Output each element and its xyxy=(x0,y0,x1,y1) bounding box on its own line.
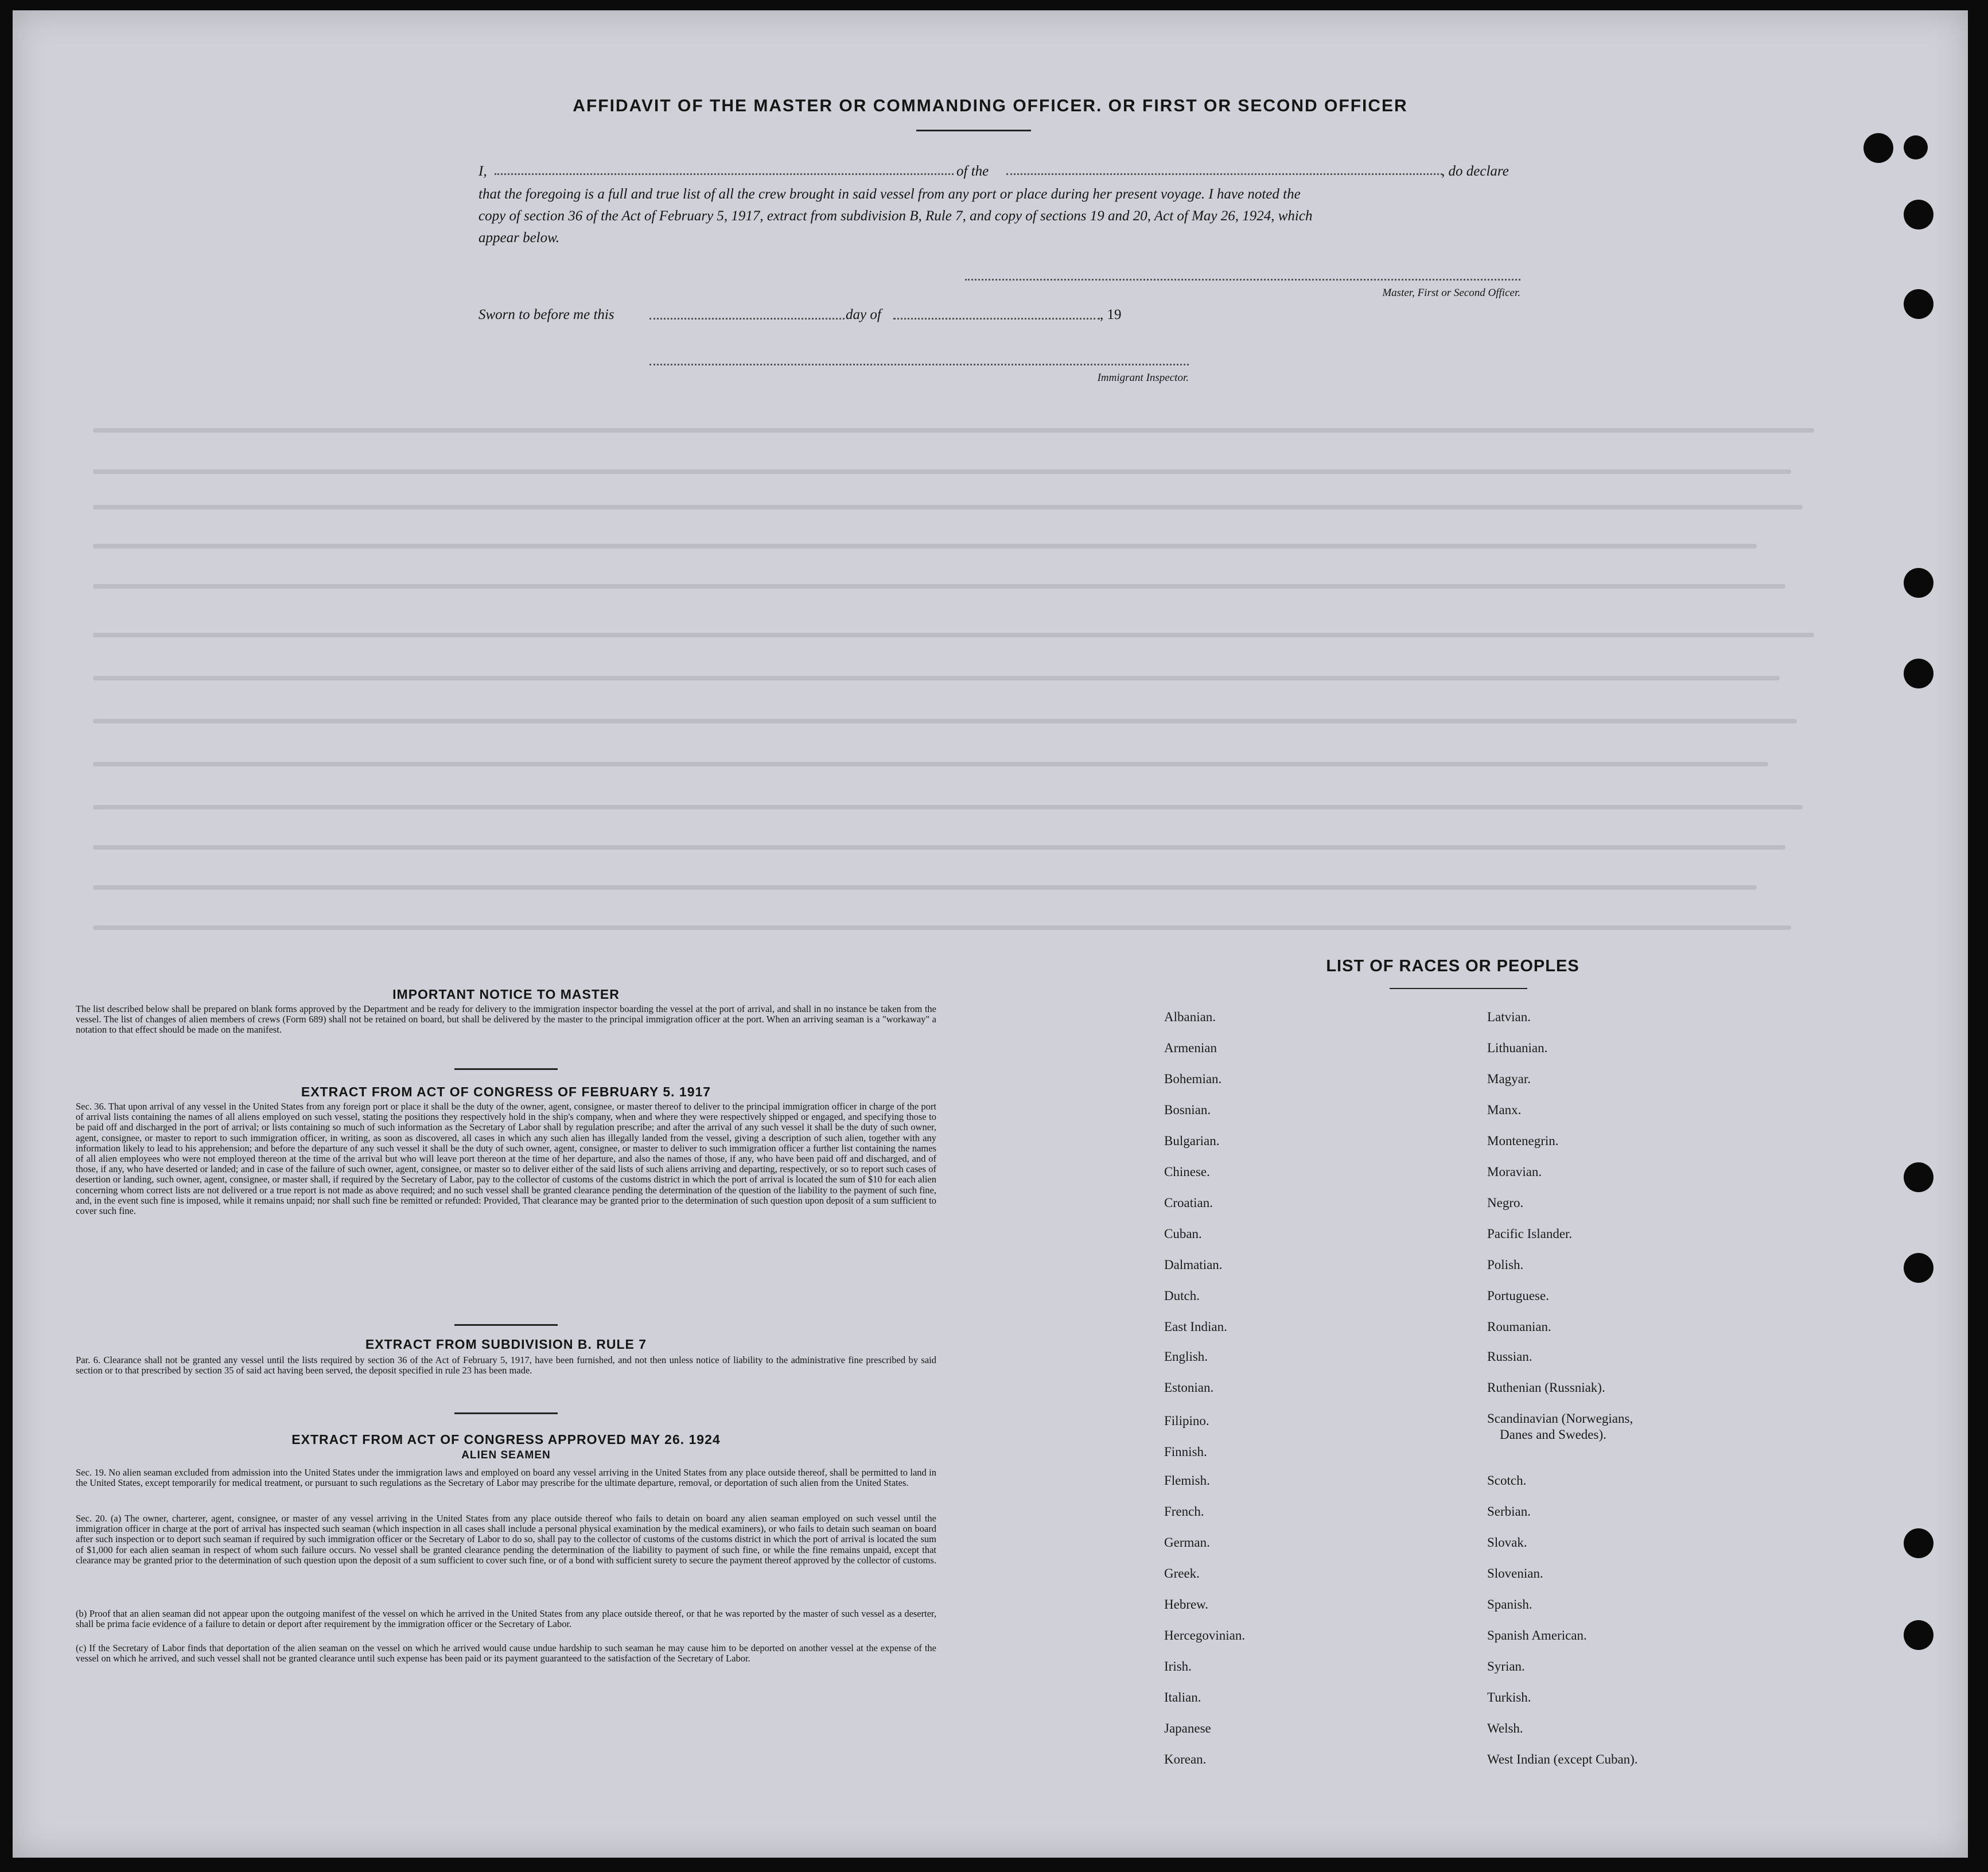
day-of-label: day of xyxy=(846,307,881,322)
extract-1917-title: EXTRACT FROM ACT OF CONGRESS OF FEBRUARY 5. 1917 xyxy=(301,1084,711,1099)
divider-1 xyxy=(454,1068,558,1070)
race-item: Russian. xyxy=(1487,1349,1532,1364)
inspector-signature-field[interactable] xyxy=(649,364,1189,365)
race-item: Polish. xyxy=(1487,1258,1524,1272)
vessel-name-field[interactable] xyxy=(1006,173,1442,175)
race-item: Syrian. xyxy=(1487,1659,1525,1673)
race-item: Slovenian. xyxy=(1487,1566,1543,1581)
notice-text: The list described below shall be prepared on blank forms approved by the Department and be ready for delivery to the immigration inspector boarding the vessel at the port of arrival, and shall in no instance be taken from the vessel. The list of changes of alien members of crews (Form 689) shall not be retained on board, but shall be delivered by the master to the principal immigration officer at the port. When an arriving seaman is a "workaway" a notation to that effect should be made on the manifest. xyxy=(76,1003,936,1036)
race-item: Moravian. xyxy=(1487,1165,1542,1179)
extract-1917-text: Sec. 36. That upon arrival of any vessel in the United States from any foreign port or place it shall be the duty of the owner, agent, consignee, or master thereof to deliver to the principal immigration officer in charge of the port of arrival lists containing the names of all aliens employed on such vessel, stating the positions they respectively hold in the ship's company, when and where they were respectively shipped or engaged, and specifying those to be paid off and discharged in the port of arrival; or lists containing so much of such information as the Secretary of Labor shall by regulation prescribe; and after the arrival of any such vessel it shall be the duty of such owner, agent, consignee, or master to report to such immigration officer, in writing, as soon as discovered, all cases in which any such alien has illegally landed from the vessel, giving a description of such alien, together with any information likely to lead to his apprehension; and before the departure of any such vessel it shall be the duty of such owner, agent, consignee, or master to deliver to such immigration officer a further list containing the names of all alien employees who were not employed thereon at the time of the arrival but who will leave port thereon at the time of her departure, and also the names of those, if any, who have been paid off and discharged, and of those, if any, who have deserted or landed; and in case of the failure of such owner, agent, consignee, or master so to deliver either of the said lists of such aliens arriving and departing, respectively, or so to report such cases of desertion or landing, such owner, agent, consignee, or master shall, if required by the Secretary of Labor, pay to the collector of customs of the customs district in which the port of arrival is located the sum of $10 for each alien concerning whom correct lists are not delivered or a true report is not made as above required; and no such vessel shall be granted clearance pending the determination of the question of the liability to the payment of such fine, and, in the event such fine is imposed, while it remains unpaid; nor shall such fine be remitted or refunded: Provided, That clearance may be granted prior to the determination of such question upon deposit of a sum sufficient to cover such fine. xyxy=(76,1101,936,1217)
sec19-text: Sec. 19. No alien seaman excluded from admission into the United States under the immigration laws and employed on board any vessel arriving in the United States from any place outside thereof, shall be permitted to land in the United States, except temporarily for medical treatment, or pursuant to such regulations as the Secretary of Labor may prescribe for the ultimate departure, removal, or deportation of such alien from the United States. xyxy=(76,1467,936,1489)
race-item: Albanian. xyxy=(1164,1010,1216,1024)
race-item: Negro. xyxy=(1487,1196,1524,1210)
race-item: Filipino. xyxy=(1164,1414,1209,1428)
race-item: Flemish. xyxy=(1164,1473,1210,1488)
master-signature-field[interactable] xyxy=(965,279,1520,281)
race-item: Spanish American. xyxy=(1487,1628,1587,1643)
race-item: Japanese xyxy=(1164,1721,1211,1735)
race-item: Latvian. xyxy=(1487,1010,1531,1024)
race-item: Hercegovinian. xyxy=(1164,1628,1246,1643)
sworn-day-field[interactable] xyxy=(649,318,845,320)
race-item: Turkish. xyxy=(1487,1690,1531,1704)
year-label: , 19 xyxy=(1100,307,1122,322)
master-caption: Master, First or Second Officer. xyxy=(1382,287,1520,299)
race-item: Manx. xyxy=(1487,1103,1522,1117)
vessel-label: of the xyxy=(956,164,989,179)
race-item: Bohemian. xyxy=(1164,1072,1222,1086)
sec20a-text: Sec. 20. (a) The owner, charterer, agent, consignee, or master of any vessel arriving in the United States from any place outside thereof who fails to detain on board any alien seaman employed on such vessel until the immigration officer in charge at the port of arrival has inspected such seaman (which inspection in all cases shall include a personal physical examination by the medical examiners), or who fails to detain such seaman on board after such inspection or to deport such seaman if required by such immigration officer or the Secretary of Labor to do so, shall pay to the collector of customs of the customs district in which the port of arrival is located the sum of $1,000 for each alien seaman in respect of whom such failure occurs. No vessel shall be granted clearance pending the determination of the liability to payment of such fine, or while the fine remains unpaid, except that clearance may be granted prior to the determination of such question upon the deposit of a sum sufficient to cover such fine, or of a bond with sufficient surety to secure the payment thereof approved by the collector of customs. xyxy=(76,1513,936,1566)
rule7-text: Par. 6. Clearance shall not be granted any vessel until the lists required by section 36 of the Act of February 5, 1917, have been furnished, and not then unless notice of liability to the administrative fine prescribed by said section or to that prescribed by section 35 of said act having been served, the deposit specified in rule 23 has been made. xyxy=(76,1355,936,1376)
race-item: West Indian (except Cuban). xyxy=(1487,1752,1638,1766)
race-item: Croatian. xyxy=(1164,1196,1213,1210)
race-item: Estonian. xyxy=(1164,1380,1214,1395)
race-item: Pacific Islander. xyxy=(1487,1227,1573,1241)
race-item: Ruthenian (Russniak). xyxy=(1487,1380,1605,1395)
race-item: Scotch. xyxy=(1487,1473,1527,1488)
notice-title: IMPORTANT NOTICE TO MASTER xyxy=(392,987,620,1002)
affidavit-body-line-2: copy of section 36 of the Act of February 5, 1917, extract from subdivision B, Rule 7, and copy of sections 19 and 20, Act of May 26, 1924, which xyxy=(478,208,1313,224)
race-item: Portuguese. xyxy=(1487,1289,1549,1303)
document-page xyxy=(13,10,1968,1858)
divider-2 xyxy=(454,1324,558,1326)
divider-3 xyxy=(454,1412,558,1414)
race-item: French. xyxy=(1164,1504,1204,1519)
race-item: Lithuanian. xyxy=(1487,1041,1548,1055)
inspector-caption: Immigrant Inspector. xyxy=(1097,372,1189,384)
race-item: Greek. xyxy=(1164,1566,1200,1581)
race-item: Bosnian. xyxy=(1164,1103,1211,1117)
races-title-rule xyxy=(1390,988,1527,989)
race-item: Finnish. xyxy=(1164,1445,1207,1459)
race-item: Dalmatian. xyxy=(1164,1258,1223,1272)
races-title: LIST OF RACES OR PEOPLES xyxy=(1326,957,1579,975)
race-item: Hebrew. xyxy=(1164,1597,1209,1612)
affidavit-body-line-1: that the foregoing is a full and true list of all the crew brought in said vessel from any port or place during her present voyage. I have noted the xyxy=(478,186,1301,202)
declarant-label: I, xyxy=(478,164,487,179)
race-item: Welsh. xyxy=(1487,1721,1523,1735)
race-item: Cuban. xyxy=(1164,1227,1202,1241)
title-rule xyxy=(916,130,1031,131)
extract-1924-title: EXTRACT FROM ACT OF CONGRESS APPROVED MAY 26. 1924 xyxy=(291,1432,721,1447)
sec20c-text: (c) If the Secretary of Labor finds that deportation of the alien seaman on the vessel on which he arrived would cause undue hardship to such seaman he may cause him to be deported on another vessel at the expense of the vessel on which he arrived, and such vessel shall not be granted clearance until such expense has been paid or its payment guaranteed to the satisfaction of the Secretary of Labor. xyxy=(76,1643,936,1664)
race-item: Korean. xyxy=(1164,1752,1207,1766)
affidavit-title: AFFIDAVIT OF THE MASTER OR COMMANDING OFFICER. OR FIRST OR SECOND OFFICER xyxy=(573,96,1408,115)
race-item: Bulgarian. xyxy=(1164,1134,1220,1148)
affidavit-body-line-3: appear below. xyxy=(478,230,560,246)
race-item: German. xyxy=(1164,1535,1210,1550)
race-item: Armenian xyxy=(1164,1041,1217,1055)
race-item: Italian. xyxy=(1164,1690,1201,1704)
race-item: Dutch. xyxy=(1164,1289,1200,1303)
race-item: Chinese. xyxy=(1164,1165,1210,1179)
sworn-label: Sworn to before me this xyxy=(478,307,614,322)
race-item: Magyar. xyxy=(1487,1072,1531,1086)
race-item: Slovak. xyxy=(1487,1535,1527,1550)
extract-1924-subtitle: ALIEN SEAMEN xyxy=(461,1449,551,1461)
declarant-name-field[interactable] xyxy=(495,173,954,175)
race-item: Roumanian. xyxy=(1487,1320,1551,1334)
race-item: Danes and Swedes). xyxy=(1500,1427,1606,1442)
sec20b-text: (b) Proof that an alien seaman did not appear upon the outgoing manifest of the vessel on which he arrived in the United States from any place outside thereof, or that he was reported by the master of such vessel as a deserter, shall be prima facie evidence of a failure to detain or deport after requirement by the immigration officer or the Secretary of Labor. xyxy=(76,1608,936,1630)
race-item: Irish. xyxy=(1164,1659,1192,1673)
do-declare-text: , do declare xyxy=(1441,164,1509,179)
race-item: East Indian. xyxy=(1164,1320,1227,1334)
race-item: Spanish. xyxy=(1487,1597,1532,1612)
race-item: Serbian. xyxy=(1487,1504,1531,1519)
race-item: English. xyxy=(1164,1349,1208,1364)
race-item: Montenegrin. xyxy=(1487,1134,1559,1148)
rule7-title: EXTRACT FROM SUBDIVISION B. RULE 7 xyxy=(365,1337,647,1352)
race-item: Scandinavian (Norwegians, xyxy=(1487,1411,1633,1426)
sworn-month-field[interactable] xyxy=(893,318,1100,320)
